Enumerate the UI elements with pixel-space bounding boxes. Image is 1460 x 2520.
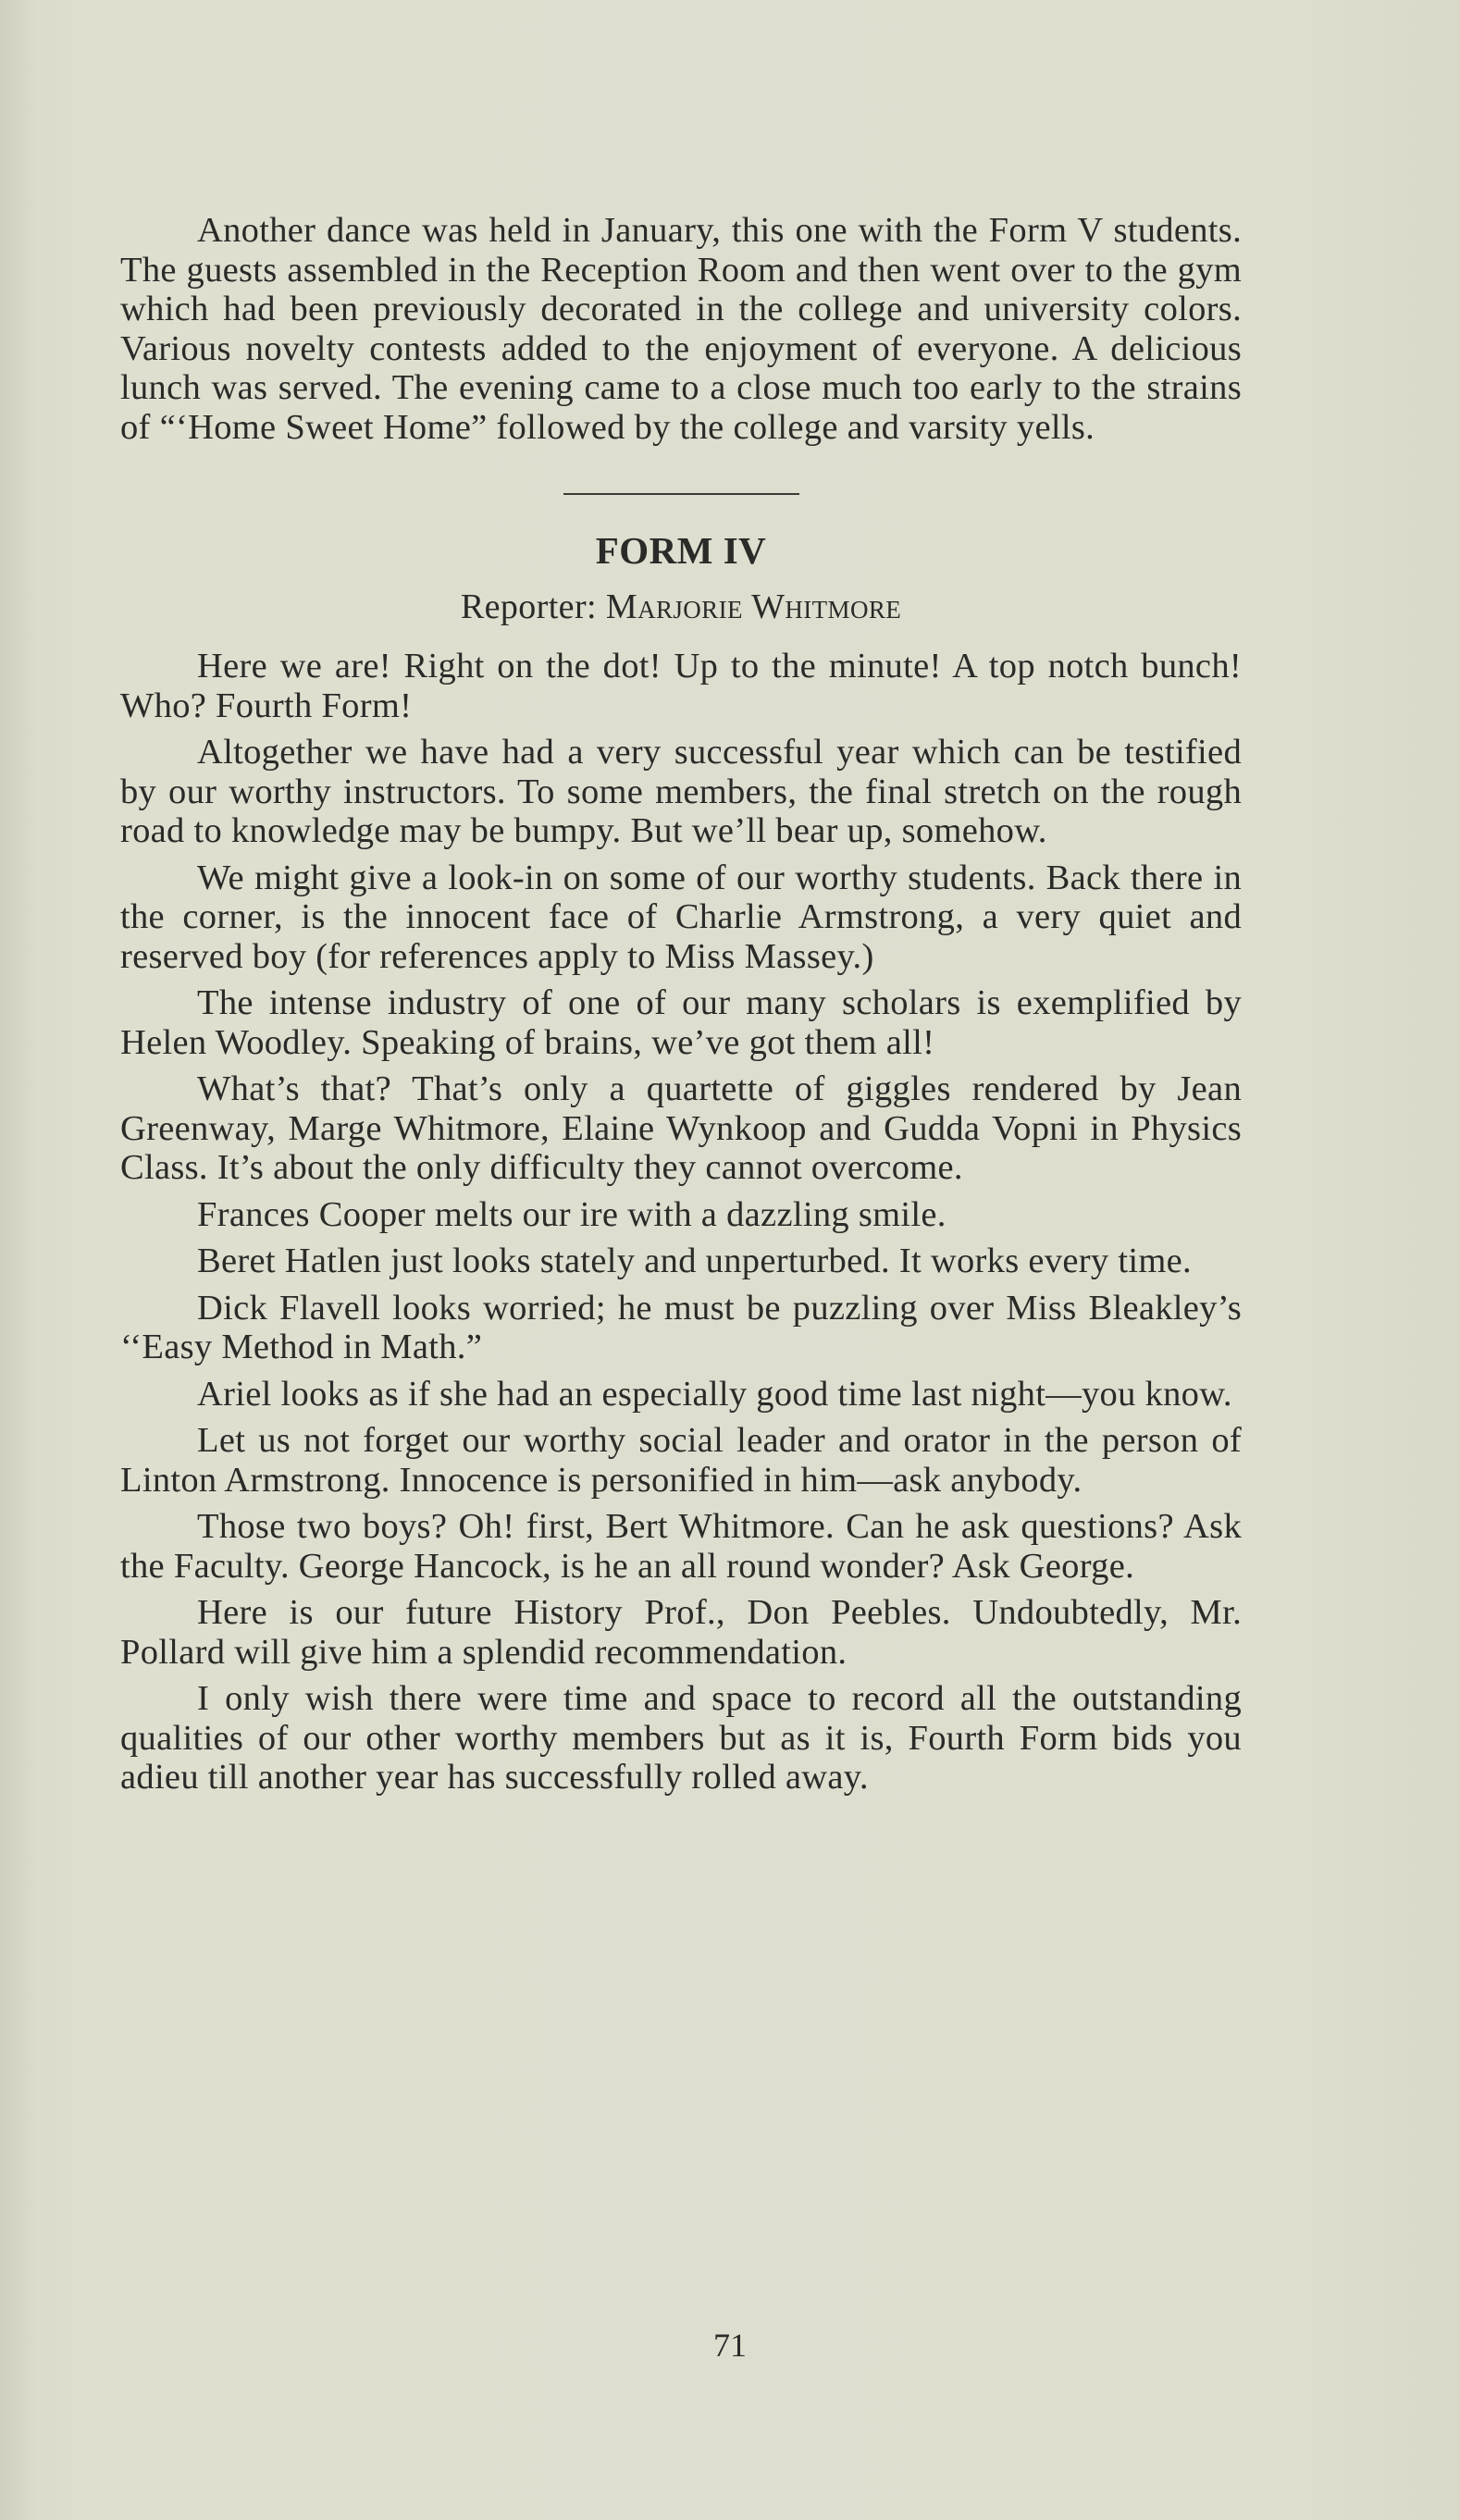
reporter-name: Marjorie Whitmore	[605, 587, 902, 626]
intro-paragraph: Another dance was held in January, this one with the Form V students. The guests assembled in the Reception Room and then went over to the gym which had been previously decorated in the college and university colors. Various novelty contests added to the enjoyment of everyone. A delicious lunch was served. The evening came to a close much too early to the strains of “‘Home Sweet Home” followed by the college and varsity yells.	[120, 211, 1242, 447]
paragraph: Here we are! Right on the dot! Up to the minute! A top notch bunch! Who? Fourth Form!	[120, 647, 1242, 725]
paragraph: Ariel looks as if she had an especially good time last night—you know.	[197, 1374, 1232, 1414]
paragraph: Altogether we have had a very successful year which can be testified by our worthy instructors. To some members, the final stretch on the rough road to knowledge may be bumpy. But we’ll bear up, somehow.	[120, 733, 1242, 850]
text-column	[120, 211, 1242, 1797]
section-divider	[563, 493, 799, 495]
paragraph: I only wish there were time and space to record all the outstanding qualities of our other worthy members but as it is, Fourth Form bids you adieu till another year has successfully rolled away.	[120, 1679, 1242, 1797]
section-heading: FORM IV	[595, 529, 767, 572]
paragraph: Frances Cooper melts our ire with a dazzling smile.	[197, 1194, 947, 1234]
paragraph: Those two boys? Oh! first, Bert Whitmore. Can he ask questions? Ask the Faculty. George Hancock, is he an all round wonder? Ask George.	[120, 1507, 1242, 1586]
page-number: 71	[713, 2327, 747, 2364]
paragraph: Beret Hatlen just looks stately and unperturbed. It works every time.	[197, 1241, 1192, 1280]
paragraph: The intense industry of one of our many scholars is exemplified by Helen Woodley. Speaking of brains, we’ve got them all!	[120, 983, 1242, 1062]
reporter-label: Reporter:	[460, 587, 597, 626]
paragraph: What’s that? That’s only a quartette of giggles rendered by Jean Greenway, Marge Whitmore, Elaine Wynkoop and Gudda Vopni in Physics Class. It’s about the only difficulty they cannot overcome.	[120, 1069, 1242, 1187]
paragraph: We might give a look-in on some of our worthy students. Back there in the corner, is the innocent face of Charlie Armstrong, a very quiet and reserved boy (for references apply to Miss Massey.)	[120, 858, 1242, 976]
paragraph: Here is our future History Prof., Don Peebles. Undoubtedly, Mr. Pollard will give him a splendid recommendation.	[120, 1593, 1242, 1672]
paragraph: Dick Flavell looks worried; he must be puzzling over Miss Bleakley’s ‘‘Easy Method in Math.”	[120, 1288, 1242, 1366]
reporter-line	[120, 587, 1242, 626]
paragraph: Let us not forget our worthy social leader and orator in the person of Linton Armstrong. Innocence is personified in him—ask anybody.	[120, 1421, 1242, 1500]
